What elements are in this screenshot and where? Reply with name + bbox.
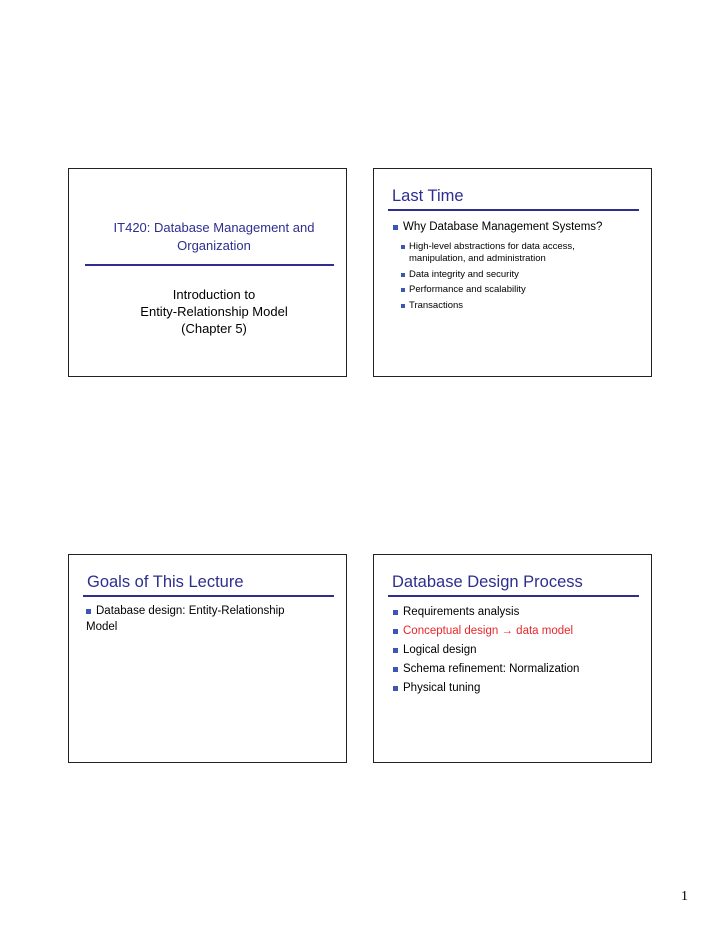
list-item: [393, 641, 643, 660]
bullet-text-line-1: Database design: Entity-Relationship: [96, 605, 285, 617]
slide-1-subtitle: [69, 286, 359, 337]
list-item: [393, 679, 643, 698]
slide-1-title-line-2: Organization: [177, 238, 251, 253]
subbullet-text: Transactions: [409, 299, 464, 311]
slide-1-subtitle-line-1: Introduction to: [172, 287, 256, 302]
list-item: [393, 218, 643, 237]
bullet-icon: [393, 225, 398, 230]
list-item-continuation: [401, 253, 645, 265]
bullet-icon: [393, 610, 398, 615]
slide-2-divider: [388, 209, 639, 211]
bullet-icon: [86, 609, 91, 614]
slide-2-bullet-list: [393, 218, 643, 237]
slide-2-subbullet-list: [401, 241, 645, 315]
bullet-arrow-target: data model: [516, 625, 574, 637]
bullet-icon: [393, 667, 398, 672]
list-item: [401, 241, 645, 253]
bullet-icon: [393, 629, 398, 634]
arrow-icon: →: [501, 625, 513, 637]
bullet-icon: [393, 686, 398, 691]
slide-4-title: Database Design Process: [392, 573, 583, 591]
list-item: [86, 603, 338, 635]
list-item: [401, 284, 645, 296]
subbullet-text: manipulation, and administration: [409, 253, 546, 264]
list-item: [393, 660, 643, 679]
subbullet-text: High-level abstractions for data access,: [409, 241, 575, 252]
bullet-text: Conceptual design: [403, 625, 499, 637]
bullet-text: Schema refinement: Normalization: [403, 663, 580, 675]
bullet-icon: [401, 304, 405, 308]
list-item-highlighted: [393, 622, 643, 641]
subbullet-text: Data integrity and security: [409, 268, 519, 280]
list-item: [393, 603, 643, 622]
slide-1-title-line-1: IT420: Database Management and: [113, 220, 315, 235]
bullet-icon: [401, 245, 405, 249]
page-number: 1: [681, 889, 688, 904]
slide-1-divider: [85, 264, 334, 266]
bullet-text: Logical design: [403, 644, 477, 656]
slide-3: [68, 554, 347, 763]
slide-3-divider: [83, 595, 334, 597]
slide-1-title: [69, 219, 359, 255]
slide-3-title: Goals of This Lecture: [87, 573, 244, 591]
list-item: [401, 269, 645, 281]
bullet-icon: [393, 648, 398, 653]
slide-4: [373, 554, 652, 763]
bullet-text: Requirements analysis: [403, 606, 520, 618]
slide-2-bullet-text: Why Database Management Systems?: [403, 221, 603, 233]
slide-2: [373, 168, 652, 377]
bullet-text-line-2: Model: [86, 621, 118, 633]
bullet-text: Physical tuning: [403, 682, 481, 694]
slide-1-subtitle-line-3: (Chapter 5): [181, 321, 247, 336]
slide-2-title: Last Time: [392, 187, 464, 205]
slide-1: [68, 168, 347, 377]
bullet-icon: [401, 288, 405, 292]
slide-1-subtitle-line-2: Entity-Relationship Model: [140, 304, 288, 319]
subbullet-text: Performance and scalability: [409, 284, 526, 295]
list-item: [401, 300, 645, 312]
slide-4-divider: [388, 595, 639, 597]
slide-4-bullet-list: [393, 603, 643, 698]
slide-3-bullet-list: [86, 603, 338, 635]
bullet-icon: [401, 273, 405, 277]
